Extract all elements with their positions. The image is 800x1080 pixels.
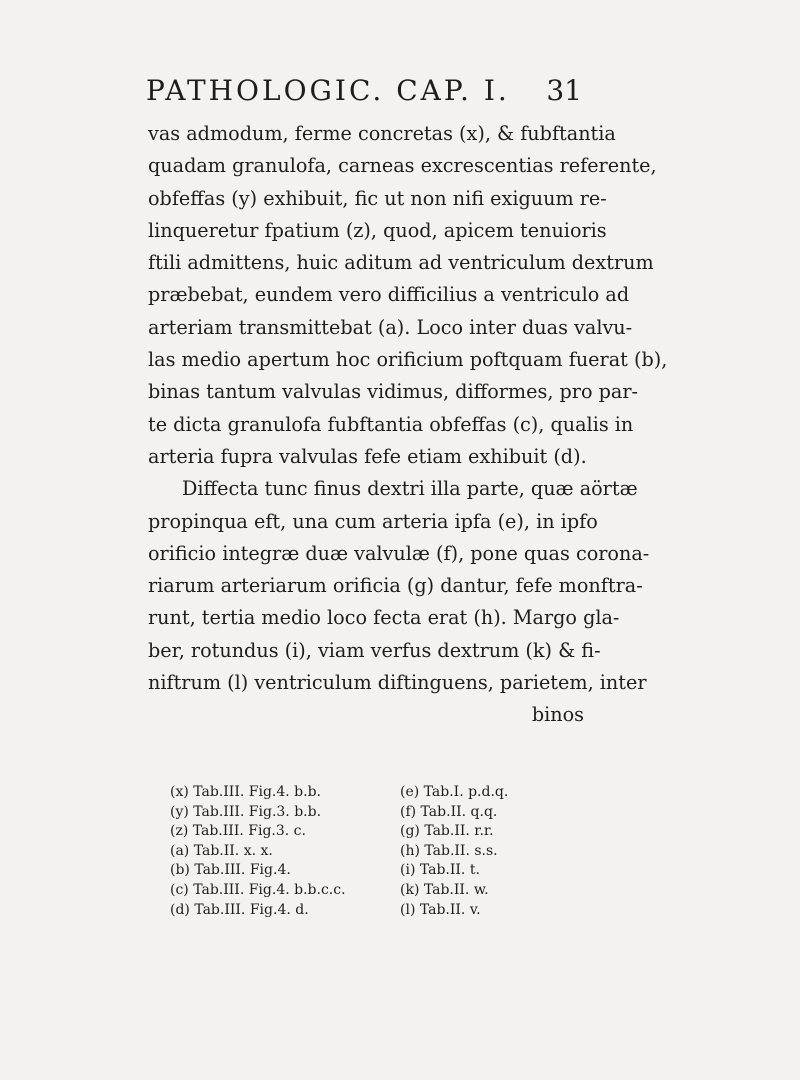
text-line: ber, rotundus (i), viam verfus dextrum (k) & fi- xyxy=(148,638,601,662)
footnote: (b) Tab.III. Fig.4. xyxy=(170,862,291,879)
page-number: 31 xyxy=(546,74,582,107)
footnote: (y) Tab.III. Fig.3. b.b. xyxy=(170,803,322,820)
text-line: linqueretur fpatium (z), quod, apicem tenuioris xyxy=(148,218,607,242)
footnotes xyxy=(170,783,590,920)
text-line: runt, tertia medio loco fecta erat (h). Margo gla- xyxy=(148,606,620,630)
text-line: orificio integræ duæ valvulæ (f), pone quas corona- xyxy=(148,541,650,565)
text-line: riarum arteriarum orificia (g) dantur, fefe monftra- xyxy=(148,574,643,598)
footnote: (e) Tab.I. p.d.q. xyxy=(400,784,509,800)
footnotes-left-column xyxy=(170,783,370,920)
footnotes-right-column xyxy=(400,783,590,920)
footnote: (h) Tab.II. s.s. xyxy=(400,842,498,859)
text-line: arteria fupra valvulas fefe etiam exhibuit (d). xyxy=(148,444,587,468)
text-line: quadam granulofa, carneas excrescentias referente, xyxy=(148,154,657,178)
paragraph-first-line: Diffecta tunc finus dextri illa parte, quæ aörtæ xyxy=(182,477,638,501)
text-line: vas admodum, ferme concretas (x), & fubftantia xyxy=(148,122,616,145)
footnote: (g) Tab.II. r.r. xyxy=(400,823,494,840)
footnote: (x) Tab.III. Fig.4. b.b. xyxy=(170,784,322,800)
footnote: (f) Tab.II. q.q. xyxy=(400,803,498,820)
footnote: (d) Tab.III. Fig.4. d. xyxy=(170,901,309,918)
text-line: las medio apertum hoc orificium poftquam fuerat (b), xyxy=(148,348,668,372)
footnote: (k) Tab.II. w. xyxy=(400,881,489,898)
text-line: obfeffas (y) exhibuit, fic ut non nifi exiguum re- xyxy=(148,186,607,210)
text-line: ftili admittens, huic aditum ad ventriculum dextrum xyxy=(148,251,654,275)
text-line: propinqua eft, una cum arteria ipfa (e), in ipfo xyxy=(148,509,598,533)
text-line: binas tantum valvulas vidimus, difformes, pro par- xyxy=(148,380,639,404)
footnote: (c) Tab.III. Fig.4. b.b.c.c. xyxy=(170,881,346,898)
running-header xyxy=(146,74,582,114)
text-line: niftrum (l) ventriculum diftinguens, parietem, inter xyxy=(148,671,647,695)
text-line: præbebat, eundem vero difficilius a ventriculo ad xyxy=(148,283,630,307)
text-line: arteriam transmittebat (a). Loco inter duas valvu- xyxy=(148,315,633,339)
footnote: (l) Tab.II. v. xyxy=(400,901,481,918)
footnote: (a) Tab.II. x. x. xyxy=(170,842,273,859)
footnote: (i) Tab.II. t. xyxy=(400,862,480,879)
text-line: te dicta granulofa fubftantia obfeffas (c), qualis in xyxy=(148,412,634,436)
body-text xyxy=(148,118,668,732)
footnote: (z) Tab.III. Fig.3. c. xyxy=(170,823,306,840)
header-title: PATHOLOGIC. CAP. I. xyxy=(146,74,510,107)
catchword: binos xyxy=(531,703,584,727)
